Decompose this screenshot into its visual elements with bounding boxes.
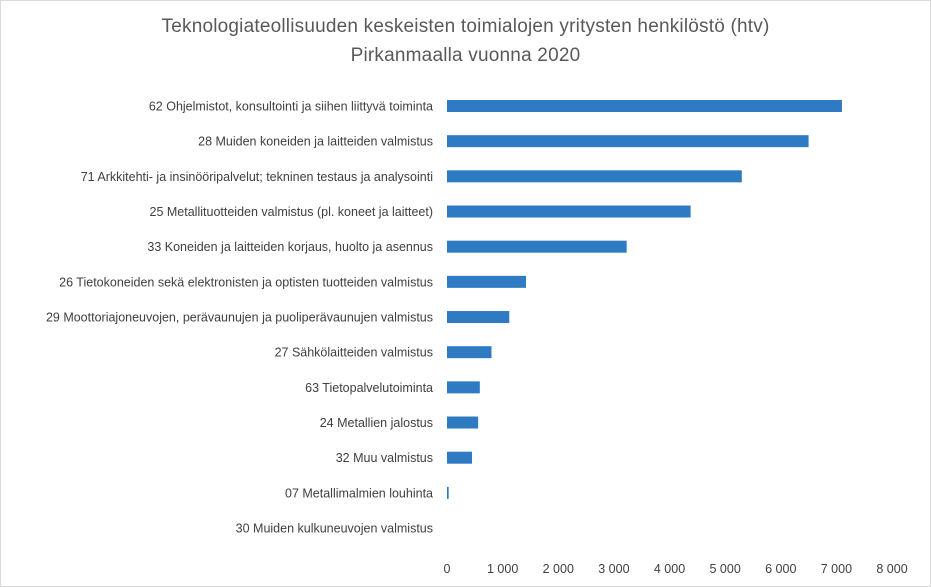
x-tick-label: 3 000 [598, 562, 630, 576]
bar [447, 276, 526, 288]
bar [447, 487, 449, 499]
category-label: 27 Sähkölaitteiden valmistus [274, 345, 433, 360]
bar [447, 417, 478, 429]
bar [447, 170, 742, 182]
x-tick-label: 0 [443, 562, 451, 576]
x-tick-label: 2 000 [542, 562, 574, 576]
category-label: 24 Metallien jalostus [319, 416, 433, 431]
bar [447, 206, 691, 218]
x-tick-label: 1 000 [486, 562, 519, 576]
category-label: 30 Muiden kulkuneuvojen valmistus [235, 521, 433, 536]
category-label: 71 Arkkitehti- ja insinööripalvelut; tekninen testaus ja analysointi [80, 169, 433, 184]
bar [447, 311, 509, 323]
bar [447, 346, 492, 358]
category-labels [46, 100, 433, 536]
x-tick-label: 5 000 [709, 562, 741, 576]
chart-title-line-1: Teknologiateollisuuden keskeisten toimialojen yritysten henkilöstö (htv) [161, 16, 770, 37]
x-tick-label: 4 000 [653, 562, 686, 576]
bars [447, 100, 842, 499]
category-label: 32 Muu valmistus [335, 451, 433, 466]
category-label: 29 Moottoriajoneuvojen, perävaunujen ja puoliperävaunujen valmistus [45, 310, 433, 325]
bar [447, 241, 627, 253]
x-tick-label: 6 000 [765, 562, 797, 576]
category-label: 63 Tietopalvelutoiminta [305, 380, 433, 395]
x-axis-tick-labels [444, 562, 908, 576]
bar [447, 100, 842, 112]
bar [447, 452, 472, 464]
x-tick-label: 7 000 [820, 562, 853, 576]
x-tick-label: 8 000 [876, 562, 908, 576]
bar [447, 135, 809, 147]
category-label: 07 Metallimalmien louhinta [285, 486, 433, 501]
category-label: 28 Muiden koneiden ja laitteiden valmistus [198, 134, 433, 149]
chart-title-line-2: Pirkanmaalla vuonna 2020 [350, 45, 581, 66]
category-label: 62 Ohjelmistot, konsultointi ja siihen liittyvä toiminta [148, 99, 433, 114]
category-label: 33 Koneiden ja laitteiden korjaus, huolto ja asennus [147, 240, 433, 255]
category-label: 25 Metallituotteiden valmistus (pl. koneet ja laitteet) [149, 205, 433, 220]
category-label: 26 Tietokoneiden sekä elektronisten ja optisten tuotteiden valmistus [59, 275, 433, 290]
bar [447, 381, 480, 393]
